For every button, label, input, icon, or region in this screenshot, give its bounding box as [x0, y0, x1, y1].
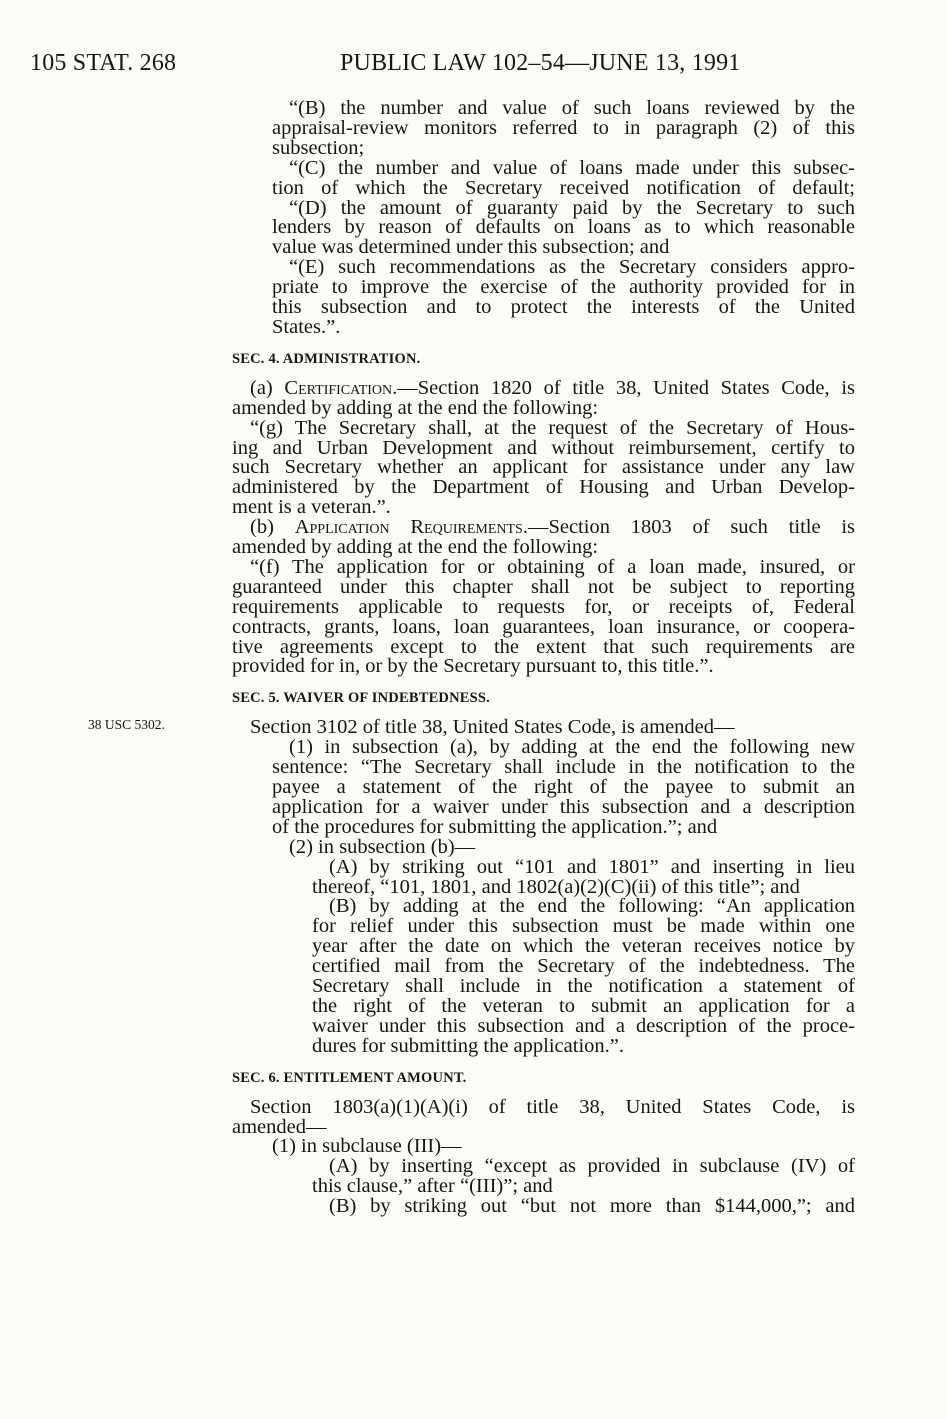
text-line: of the procedures for submitting the application.”; and	[272, 815, 718, 838]
subsection-heading: Application Requirements	[294, 516, 523, 539]
text-line: year after the date on which the veteran receives notice by	[312, 935, 855, 958]
body-text	[232, 99, 855, 1217]
text-line: priate to improve the exercise of the authority provided for in	[272, 276, 855, 299]
text-line: amended by adding at the end the following:	[232, 396, 599, 419]
text-line: this subsection and to protect the interests of the United	[272, 296, 855, 319]
text-line	[232, 518, 855, 538]
text-line: ment is a veteran.”.	[232, 496, 391, 519]
text-line: such Secretary whether an applicant for assistance under any law	[232, 456, 855, 479]
running-head: PUBLIC LAW 102–54—JUNE 13, 1991	[340, 50, 741, 76]
text-line: (B) by adding at the end the following: “An application	[329, 895, 855, 918]
text-line: Section 1803(a)(1)(A)(i) of title 38, United States Code, is	[250, 1095, 855, 1118]
text-line: administered by the Department of Housing and Urban Develop-	[232, 476, 855, 499]
text-line: contracts, grants, loans, loan guarantees, loan insurance, or coopera-	[232, 615, 855, 638]
text-line: sentence: “The Secretary shall include in the notification to the	[272, 756, 855, 779]
text-line: (B) by striking out “but not more than $144,000,”; and	[329, 1195, 855, 1218]
text-line: waiver under this subsection and a description of the proce-	[312, 1014, 855, 1037]
text-line: appraisal-review monitors referred to in paragraph (2) of this	[272, 116, 855, 139]
text-line: (A) by inserting “except as provided in subclause (IV) of	[329, 1155, 855, 1178]
text-line: (A) by striking out “101 and 1801” and inserting in lieu	[329, 855, 855, 878]
text-line: (2) in subsection (b)—	[289, 835, 476, 858]
text-line-rest: .—Section 1803 of such title is	[522, 516, 856, 539]
text-line: Secretary shall include in the notification a statement of	[312, 975, 855, 998]
text-line: dures for submitting the application.”.	[312, 1034, 624, 1057]
text-line: the right of the veteran to submit an application for a	[312, 994, 855, 1017]
text-line	[232, 376, 855, 399]
text-line: “(D) the amount of guaranty paid by the Secretary to such	[289, 196, 855, 219]
text-line: payee a statement of the right of the payee to submit an	[272, 776, 855, 798]
text-line: “(B) the number and value of such loans reviewed by the	[289, 97, 855, 119]
text-line-rest: .—Section 1820 of title 38, United States Code, is	[392, 376, 855, 399]
text-line: States.”.	[272, 315, 341, 338]
text-line: “(g) The Secretary shall, at the request of the Secretary of Hous-	[250, 416, 855, 439]
text-line: thereof, “101, 1801, and 1802(a)(2)(C)(ii) of this title”; and	[312, 875, 800, 898]
text-line: “(E) such recommendations as the Secretary considers appro-	[289, 256, 855, 279]
text-line: tion of which the Secretary received notification of default;	[272, 176, 855, 199]
section-heading: SEC. 4. ADMINISTRATION.	[232, 350, 421, 367]
text-line: tive agreements except to the extent that such requirements are	[232, 635, 855, 658]
section-heading: SEC. 5. WAIVER OF INDEBTEDNESS.	[232, 690, 491, 707]
text-line: guaranteed under this chapter shall not be subject to reporting	[232, 575, 855, 598]
subsection-heading: Certification	[284, 376, 393, 399]
text-line: for relief under this subsection must be made within one	[312, 915, 855, 938]
section-heading: SEC. 6. ENTITLEMENT AMOUNT.	[232, 1069, 467, 1086]
text-line: amended—	[232, 1115, 327, 1138]
text-line: this clause,” after “(III)”; and	[312, 1175, 553, 1198]
text-line: certified mail from the Secretary of the indebtedness. The	[312, 955, 855, 978]
text-line: (1) in subclause (III)—	[272, 1135, 462, 1158]
margin-note: 38 USC 5302.	[88, 717, 165, 732]
text-line: provided for in, or by the Secretary pursuant to, this title.”.	[232, 655, 714, 678]
text-line: lenders by reason of defaults on loans as to which reasonable	[272, 216, 855, 239]
text-line: value was determined under this subsection; and	[272, 236, 670, 259]
text-line: amended by adding at the end the following:	[232, 536, 599, 559]
text-line: requirements applicable to requests for, or receipts of, Federal	[232, 595, 855, 618]
subsection-label: (b)	[250, 516, 295, 539]
subsection-label: (a)	[250, 376, 285, 399]
text-line: ing and Urban Development and without reimbursement, certify to	[232, 436, 855, 459]
text-line: “(C) the number and value of loans made under this subsec-	[289, 156, 855, 179]
text-line: “(f) The application for or obtaining of a loan made, insured, or	[250, 555, 855, 578]
page-number: 105 STAT. 268	[30, 50, 177, 76]
text-line: subsection;	[272, 136, 365, 159]
text-line: Section 3102 of title 38, United States Code, is amended—	[250, 716, 735, 739]
text-line: (1) in subsection (a), by adding at the end the following new	[289, 736, 855, 759]
text-line: application for a waiver under this subsection and a description	[272, 795, 855, 818]
